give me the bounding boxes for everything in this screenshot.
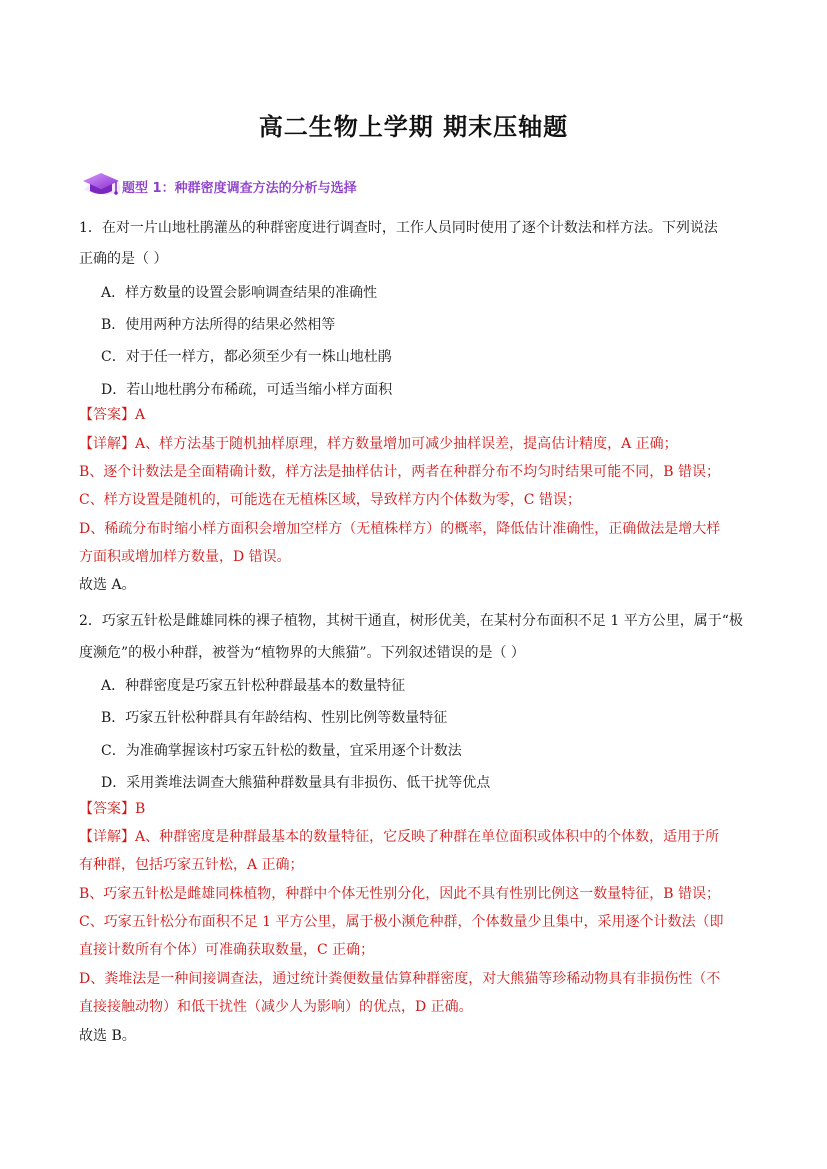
explanation-line: 直接计数所有个体）可准确获取数量，C 正确；	[79, 942, 375, 958]
explanation-line: 有种群，包括巧家五针松，A 正确；	[79, 857, 304, 873]
question-stem: 度濒危”的极小种群，被誉为“植物界的大熊猫”。下列叙述错误的是（ ）	[79, 645, 525, 661]
page-title: 高二生物上学期 期末压轴题	[258, 113, 569, 141]
explanation-line: C、巧家五针松分布面积不足 1 平方公里，属于极小濒危种群，个体数量少且集中，采用逐个计数法（即	[79, 914, 724, 930]
option-a: A．种群密度是巧家五针松种群最基本的数量特征	[101, 678, 406, 694]
option-d: D．若山地杜鹃分布稀疏，可适当缩小样方面积	[101, 382, 393, 398]
answer-line: 【答案】A	[79, 407, 146, 423]
question-stem: 2．巧家五针松是雌雄同株的裸子植物，其树干通直，树形优美，在某村分布面积不足 1 平方公里，属于“极	[79, 613, 743, 629]
option-b: B．巧家五针松种群具有年龄结构、性别比例等数量特征	[101, 710, 448, 726]
option-c: C．对于任一样方，都必须至少有一株山地杜鹃	[101, 349, 392, 365]
explanation-line: C、样方设置是随机的，可能选在无植株区域，导致样方内个体数为零，C 错误；	[79, 492, 581, 508]
explanation-line: 直接接触动物）和低干扰性（减少人为影响）的优点，D 正确。	[79, 999, 473, 1015]
section-header	[80, 168, 500, 202]
conclusion-line: 故选 A。	[79, 577, 136, 593]
question-stem: 正确的是（ ）	[79, 251, 168, 267]
option-b: B．使用两种方法所得的结果必然相等	[101, 317, 336, 333]
conclusion-line: 故选 B。	[79, 1028, 136, 1044]
explanation-line: B、逐个计数法是全面精确计数，样方法是抽样估计，两者在种群分布不均匀时结果可能不同，B 错误；	[79, 464, 721, 480]
question-stem: 1．在对一片山地杜鹃灌丛的种群密度进行调查时，工作人员同时使用了逐个计数法和样方法。下列说法	[79, 220, 718, 236]
option-a: A．样方数量的设置会影响调查结果的准确性	[101, 285, 378, 301]
explanation-line: 【详解】A、种群密度是种群最基本的数量特征，它反映了种群在单位面积或体积中的个体数，适用于所	[79, 829, 720, 845]
graduation-cap-icon	[80, 168, 124, 202]
section-label: 题型 1：种群密度调查方法的分析与选择	[122, 181, 357, 196]
explanation-line: B、巧家五针松是雌雄同株植物，种群中个体无性别分化，因此不具有性别比例这一数量特征，B 错误；	[79, 886, 721, 902]
option-d: D．采用粪堆法调查大熊猫种群数量具有非损伤、低干扰等优点	[101, 775, 491, 791]
option-c: C．为准确掌握该村巧家五针松的数量，宜采用逐个计数法	[101, 743, 462, 759]
explanation-line: 方面积或增加样方数量，D 错误。	[79, 549, 291, 565]
explanation-line: D、稀疏分布时缩小样方面积会增加空样方（无植株样方）的概率，降低估计准确性，正确做法是增大样	[79, 521, 721, 537]
explanation-line: D、粪堆法是一种间接调查法，通过统计粪便数量估算种群密度，对大熊猫等珍稀动物具有非损伤性（不	[79, 971, 721, 987]
explanation-line: 【详解】A、样方法基于随机抽样原理，样方数量增加可减少抽样误差，提高估计精度，A 正确；	[79, 436, 678, 452]
answer-line: 【答案】B	[79, 801, 146, 817]
